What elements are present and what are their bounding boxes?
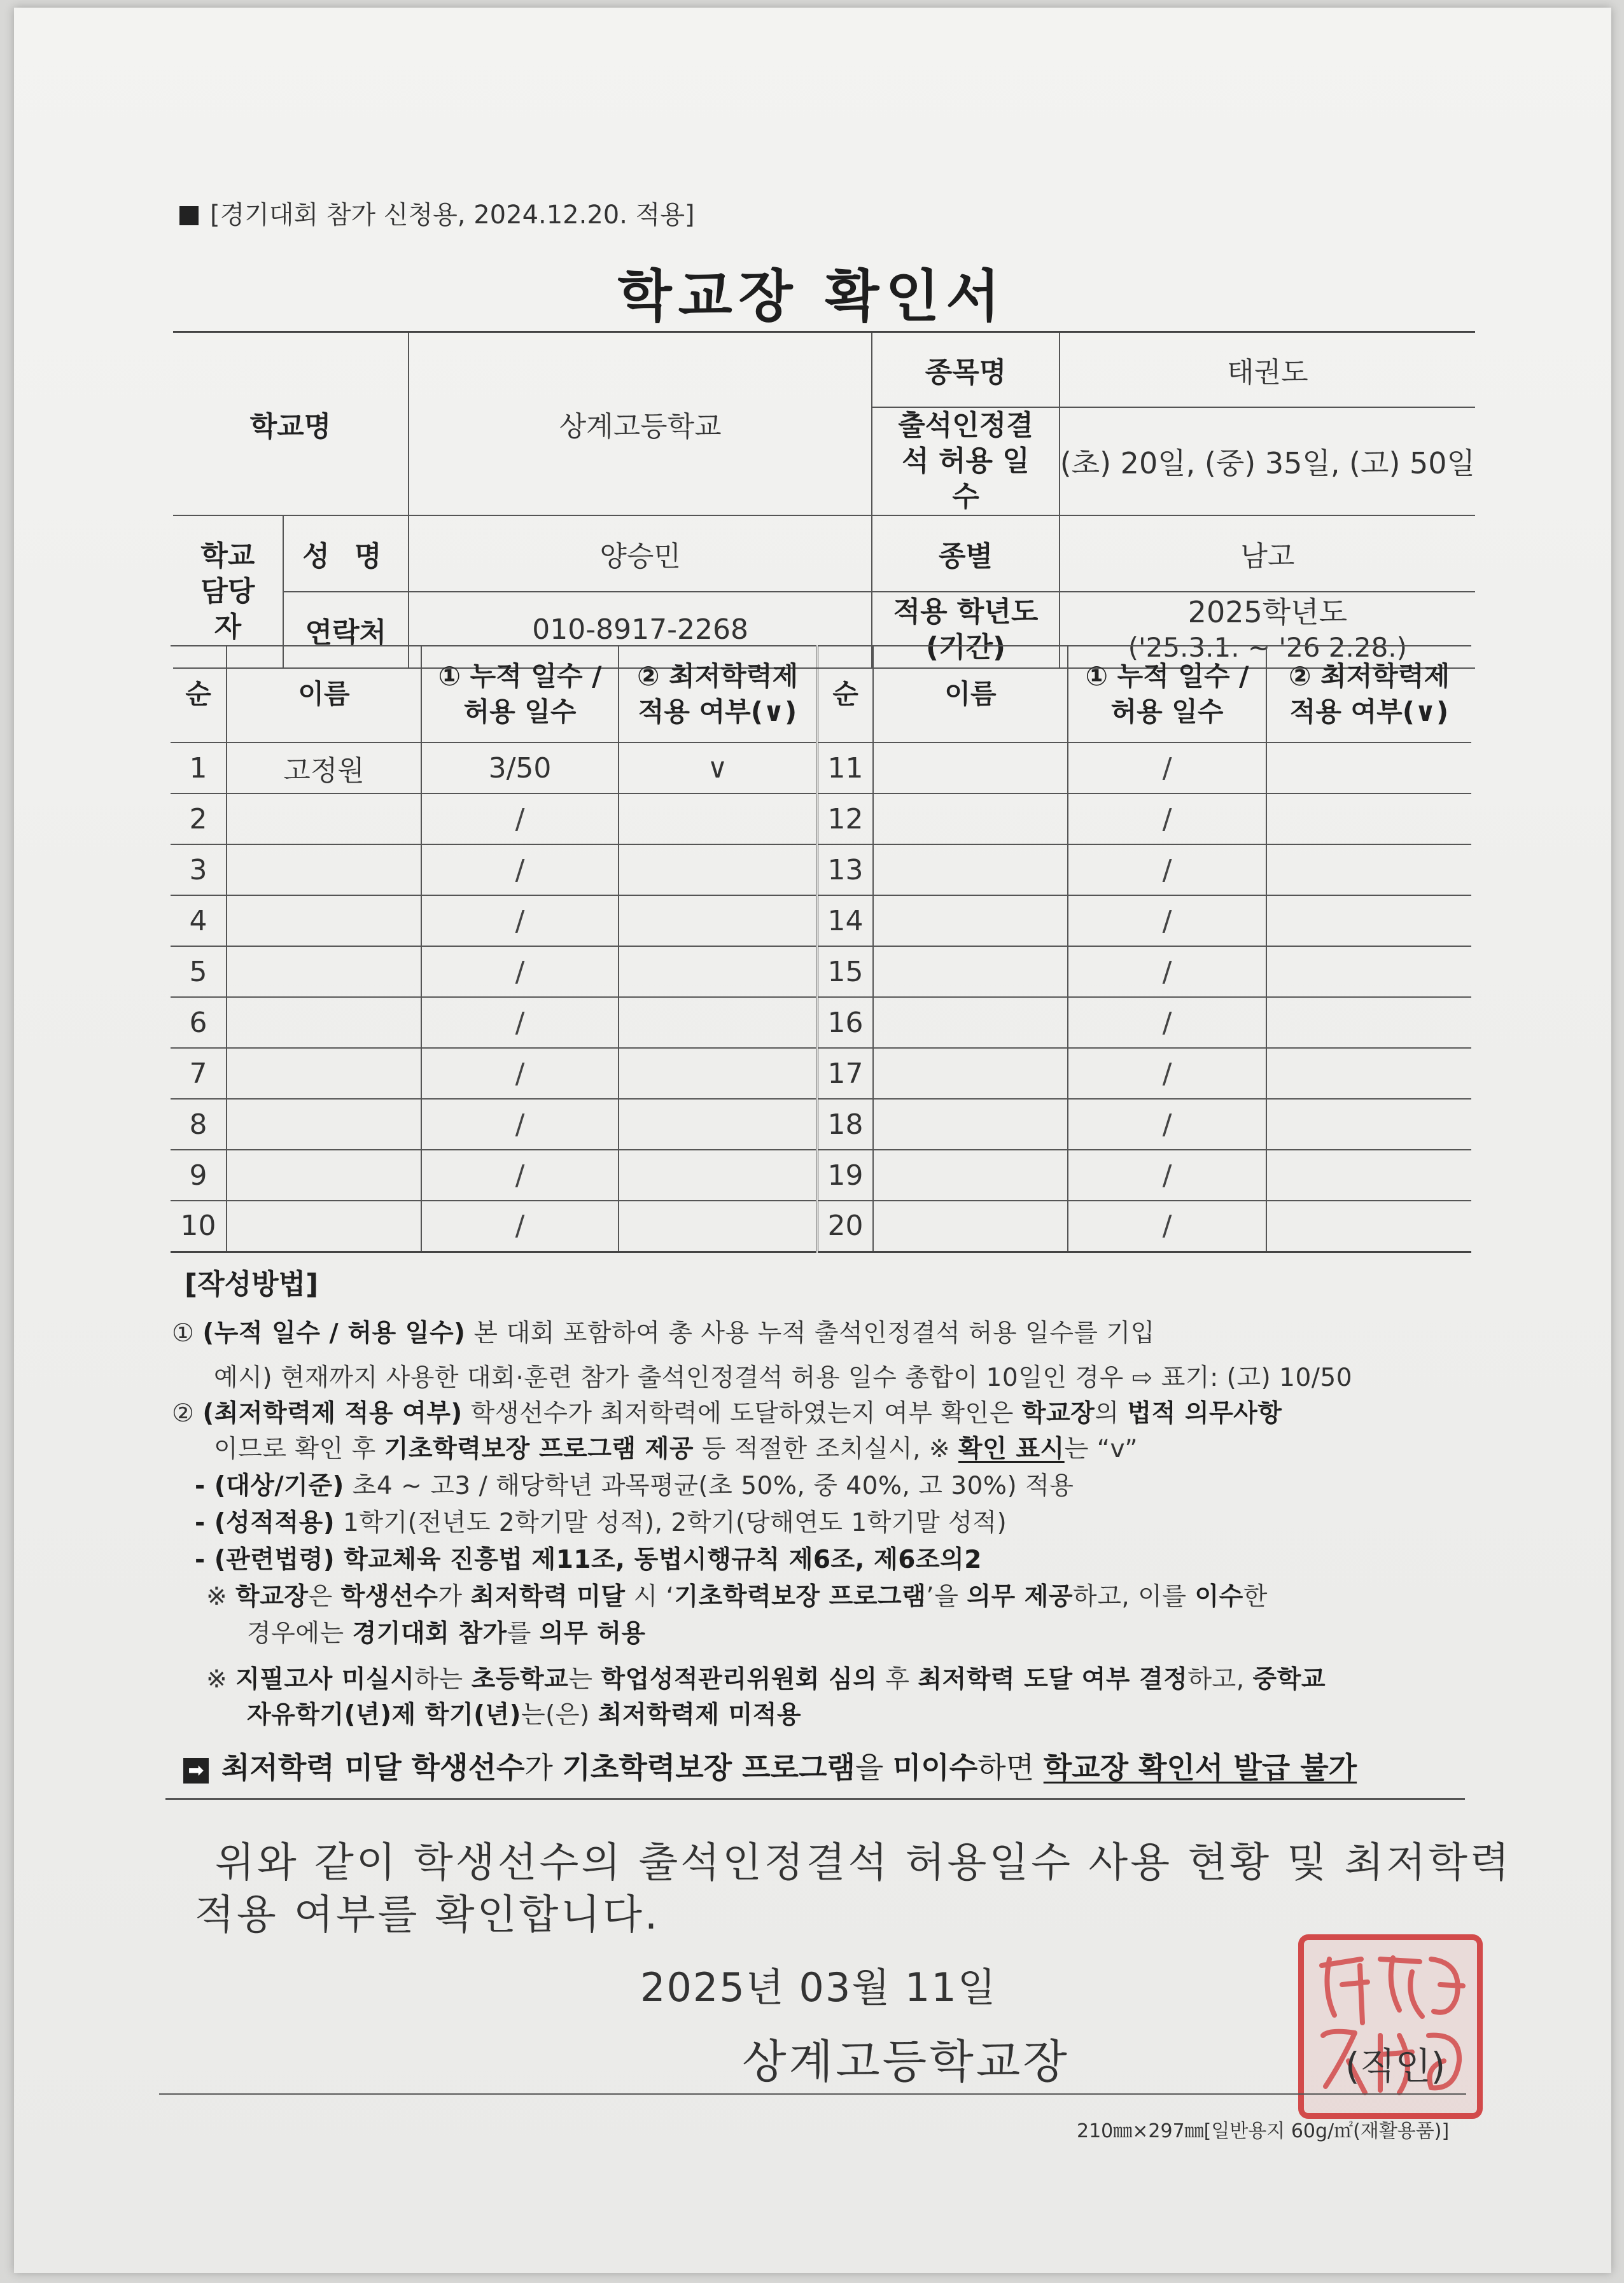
row-name (873, 793, 1068, 844)
name-value: 양승민 (409, 515, 872, 592)
method-line-4 (214, 1429, 1138, 1465)
method-l4-text3: 는 “v” (1064, 1435, 1138, 1463)
row-days: 3/50 (421, 743, 619, 793)
year-label-text: 적용 학년도 (기간) (893, 595, 1039, 664)
table-row (171, 1048, 1471, 1099)
row-name (873, 946, 1068, 997)
row-days: / (1068, 1099, 1266, 1150)
row-name (873, 997, 1068, 1048)
row-applied (619, 1201, 817, 1252)
row-name (227, 946, 421, 997)
method-l8-mark: ※ (206, 1582, 236, 1611)
row-no: 19 (817, 1150, 873, 1201)
page-title: 학교장 확인서 (617, 263, 1007, 329)
row-applied (1266, 844, 1471, 895)
row-applied (619, 1150, 817, 1201)
row-no: 14 (817, 895, 873, 946)
row-name (873, 844, 1068, 895)
row-no: 11 (817, 743, 873, 793)
col-applied-right (1266, 646, 1471, 743)
method-l10-t2: 는 (568, 1665, 601, 1694)
row-applied (1266, 1048, 1471, 1099)
row-days: / (421, 895, 619, 946)
row-days: / (421, 946, 619, 997)
row-no: 6 (171, 997, 227, 1048)
method-l1-bold: (누적 일수 / 허용 일수) (202, 1319, 466, 1348)
name-label: 성 명 (283, 515, 409, 592)
method-l8-b1: 학교장 (235, 1582, 309, 1611)
col-days-left-text: ① 누적 일수 / 허용 일수 (438, 660, 602, 727)
col-days-right (1068, 646, 1266, 743)
method-l11-b1: 자유학기(년)제 학기(년) (247, 1701, 521, 1729)
method-line-9 (247, 1614, 646, 1649)
header-note-text: [경기대회 참가 신청용, 2024.12.20. 적용] (210, 200, 695, 230)
method-l9-t2: 를 (507, 1619, 540, 1648)
confirm-line-2: 적용 여부를 확인합니다. (195, 1892, 661, 1939)
method-l5-bold: - (대상/기준) (195, 1472, 344, 1500)
method-l6-text: 1학기(전년도 2학기말 성적), 2학기(당해연도 1학기말 성적) (335, 1509, 1007, 1537)
method-l10-t1: 하는 (414, 1665, 472, 1694)
arrow-box-icon: ➡ (183, 1758, 209, 1784)
method-l4-text1: 이므로 확인 후 (214, 1435, 384, 1463)
row-name (227, 1099, 421, 1150)
official-seal (1298, 1934, 1483, 2119)
confirm-line-1: 위와 같이 학생선수의 출석인정결석 허용일수 사용 현황 및 최저학력 (215, 1840, 1512, 1887)
table-row (171, 946, 1471, 997)
method-l8-b5: 의무 제공 (967, 1582, 1074, 1611)
row-name (227, 895, 421, 946)
row-applied (1266, 895, 1471, 946)
table-row (171, 997, 1471, 1048)
method-l8-t1: 은 (308, 1582, 341, 1611)
row-applied (619, 793, 817, 844)
conclusion-warning (183, 1745, 1357, 1787)
absence-label (872, 407, 1059, 515)
table-row (171, 1150, 1471, 1201)
col-applied-right-text: ② 최저학력제 적용 여부(∨) (1288, 660, 1450, 727)
row-applied (619, 844, 817, 895)
table-row (171, 844, 1471, 895)
method-l9-t1: 경우에는 (247, 1619, 353, 1648)
table-row (171, 895, 1471, 946)
col-applied-left-text: ② 최저학력제 적용 여부(∨) (636, 660, 799, 727)
row-name (873, 1048, 1068, 1099)
method-l6-bold: - (성적적용) (195, 1509, 335, 1537)
row-name (873, 895, 1068, 946)
year-period: ('25.3.1. ~ '26 2.28.) (1128, 631, 1408, 663)
method-l5-text: 초4 ~ 고3 / 해당학년 과목평균(초 50%, 중 40%, 고 30%) 적용 (344, 1472, 1074, 1500)
method-l10-b5: 중학교 (1252, 1665, 1326, 1694)
row-days: / (1068, 946, 1266, 997)
conclusion-t4: 을 (855, 1750, 893, 1785)
col-name-right: 이름 (873, 646, 1068, 743)
method-l11-t1: 는(은) (521, 1701, 598, 1729)
contact-label: 연락처 (283, 592, 409, 668)
contact-value: 010-8917-2268 (409, 592, 872, 668)
row-name (227, 997, 421, 1048)
black-square-icon (179, 206, 199, 225)
method-l10-b3: 학업성적관리위원회 심의 (601, 1665, 878, 1694)
sport-label: 종목명 (872, 332, 1059, 407)
col-name-left: 이름 (227, 646, 421, 743)
school-value: 상계고등학교 (409, 332, 872, 515)
col-no-left: 순 (171, 646, 227, 743)
category-label: 종별 (872, 515, 1059, 592)
row-days: / (421, 1201, 619, 1252)
row-days: / (421, 1099, 619, 1150)
row-no: 13 (817, 844, 873, 895)
divider-top (165, 1798, 1465, 1800)
row-name (227, 1150, 421, 1201)
row-name (227, 1201, 421, 1252)
circle-2-mark: ② (172, 1399, 195, 1428)
row-no: 4 (171, 895, 227, 946)
principal-name: 상계고등학교장 (742, 2035, 1070, 2088)
method-l9-b2: 의무 허용 (539, 1619, 646, 1648)
paper-spec: 210㎜×297㎜[일반용지 60g/㎡(재활용품)] (1077, 2120, 1450, 2142)
row-days: / (1068, 743, 1266, 793)
conclusion-t3: 기초학력보장 프로그램 (562, 1750, 855, 1785)
students-table (171, 645, 1471, 1253)
method-l8-t5: 하고, 이를 (1073, 1582, 1195, 1611)
method-l8-t3: 시 ‘ (625, 1582, 675, 1611)
conclusion-t5: 미이수 (892, 1750, 978, 1785)
row-no: 3 (171, 844, 227, 895)
method-line-5 (195, 1466, 1074, 1502)
method-l8-b4: 기초학력보장 프로그램 (674, 1582, 927, 1611)
table-row (171, 743, 1471, 793)
method-line-10 (206, 1659, 1326, 1695)
row-name (227, 844, 421, 895)
row-no: 5 (171, 946, 227, 997)
row-no: 2 (171, 793, 227, 844)
method-l11-b2: 최저학력제 미적용 (598, 1701, 802, 1729)
table-row (171, 1201, 1471, 1252)
method-l1-text: 본 대회 포함하여 총 사용 누적 출석인정결석 허용 일수를 기입 (465, 1319, 1155, 1348)
manager-label-text: 학교 담당자 (200, 539, 255, 643)
row-name (227, 1048, 421, 1099)
method-l10-b1: 지필고사 미실시 (235, 1665, 415, 1694)
row-applied (1266, 946, 1471, 997)
row-applied (1266, 997, 1471, 1048)
col-applied-left (619, 646, 817, 743)
row-days: / (421, 1150, 619, 1201)
row-days: / (1068, 1201, 1266, 1252)
row-days: / (1068, 1048, 1266, 1099)
table-row (171, 793, 1471, 844)
table-row (171, 1099, 1471, 1150)
sport-value: 태권도 (1060, 332, 1475, 407)
row-days: / (421, 844, 619, 895)
circle-1-mark: ① (172, 1319, 195, 1348)
row-days: / (421, 1048, 619, 1099)
row-days: / (1068, 1150, 1266, 1201)
row-no: 20 (817, 1201, 873, 1252)
method-l10-b4: 최저학력 도달 여부 결정 (918, 1665, 1188, 1694)
method-line-2 (214, 1358, 1352, 1393)
method-l4-bold1: 기초학력보장 프로그램 제공 (384, 1435, 694, 1463)
row-applied (1266, 1099, 1471, 1150)
method-l8-b2: 학생선수 (340, 1582, 438, 1611)
method-l10-mark: ※ (206, 1665, 236, 1694)
row-no: 12 (817, 793, 873, 844)
conclusion-t2: 가 (524, 1750, 563, 1785)
row-no: 10 (171, 1201, 227, 1252)
info-table (173, 331, 1475, 669)
absence-value: (초) 20일, (중) 35일, (고) 50일 (1060, 407, 1475, 515)
method-l8-b6: 이수 (1194, 1582, 1243, 1611)
row-no: 7 (171, 1048, 227, 1099)
col-no-right: 순 (817, 646, 873, 743)
divider-bottom (159, 2093, 1466, 2095)
col-days-right-text: ① 누적 일수 / 허용 일수 (1085, 660, 1249, 727)
row-no: 9 (171, 1150, 227, 1201)
row-days: / (1068, 895, 1266, 946)
row-name: 고정원 (227, 743, 421, 793)
row-applied (1266, 1150, 1471, 1201)
method-line-8 (206, 1577, 1268, 1612)
conclusion-t7: 학교장 확인서 발급 불가 (1043, 1750, 1357, 1785)
header-note (179, 195, 695, 231)
row-applied (619, 997, 817, 1048)
method-l3-text1: 학생선수가 최저학력에 도달하였는지 여부 확인은 (462, 1399, 1022, 1428)
method-l7-bold: - (관련법령) 학교체육 진흥법 제11조, 동법시행규칙 제6조, 제6조의2 (195, 1546, 982, 1574)
method-l10-t4: 하고, (1187, 1665, 1253, 1694)
method-title: [작성방법] (185, 1268, 319, 1301)
row-days: / (1068, 793, 1266, 844)
method-line-7 (195, 1540, 982, 1575)
row-no: 8 (171, 1099, 227, 1150)
method-l8-t4: ’을 (926, 1582, 967, 1611)
row-applied (619, 1048, 817, 1099)
method-l4-text2: 등 적절한 조치실시, ※ (694, 1435, 958, 1463)
row-no: 18 (817, 1099, 873, 1150)
method-l8-t2: 가 (438, 1582, 471, 1611)
row-name (873, 1099, 1068, 1150)
col-days-left (421, 646, 619, 743)
method-l10-t3: 후 (877, 1665, 918, 1694)
row-applied (619, 895, 817, 946)
seal-label: (직인) (1345, 2044, 1446, 2088)
row-days: / (421, 793, 619, 844)
method-l3-bold2: 학교장 (1021, 1399, 1095, 1428)
row-name (873, 1201, 1068, 1252)
method-line-3 (172, 1393, 1282, 1429)
method-l3-bold: (최저학력제 적용 여부) (202, 1399, 463, 1428)
row-no: 16 (817, 997, 873, 1048)
method-l9-b1: 경기대회 참가 (352, 1619, 507, 1648)
row-name (873, 743, 1068, 793)
category-value: 남고 (1060, 515, 1475, 592)
row-no: 1 (171, 743, 227, 793)
method-line-6 (195, 1503, 1007, 1539)
method-l2-text: 예시) 현재까지 사용한 대회·훈련 참가 출석인정결석 허용 일수 총합이 10일인 경우 ⇨ 표기: (고) 10/50 (214, 1364, 1353, 1392)
absence-label-text: 출석인정결석 허용 일수 (898, 408, 1033, 513)
row-applied: ∨ (619, 743, 817, 793)
row-days: / (1068, 844, 1266, 895)
method-l4-bold2: 확인 표시 (958, 1435, 1065, 1463)
year-value: 2025학년도 (1187, 594, 1348, 629)
row-applied (1266, 743, 1471, 793)
method-l3-text2: 의 (1095, 1399, 1128, 1428)
method-l3-bold3: 법적 의무사항 (1127, 1399, 1282, 1428)
row-applied (1266, 793, 1471, 844)
method-line-1 (172, 1313, 1155, 1349)
row-no: 15 (817, 946, 873, 997)
method-l10-b2: 초등학교 (471, 1665, 569, 1694)
row-no: 17 (817, 1048, 873, 1099)
row-applied (619, 1099, 817, 1150)
conclusion-t6: 하면 (977, 1750, 1044, 1785)
conclusion-t1: 최저학력 미달 학생선수 (221, 1750, 525, 1785)
row-name (873, 1150, 1068, 1201)
row-applied (619, 946, 817, 997)
method-l8-b3: 최저학력 미달 (470, 1582, 626, 1611)
method-l8-t6: 한 (1243, 1582, 1268, 1611)
row-days: / (1068, 997, 1266, 1048)
method-line-11 (247, 1695, 801, 1731)
row-days: / (421, 997, 619, 1048)
row-applied (1266, 1201, 1471, 1252)
row-name (227, 793, 421, 844)
school-label: 학교명 (173, 332, 409, 515)
issue-date: 2025년 03월 11일 (640, 1964, 997, 2011)
